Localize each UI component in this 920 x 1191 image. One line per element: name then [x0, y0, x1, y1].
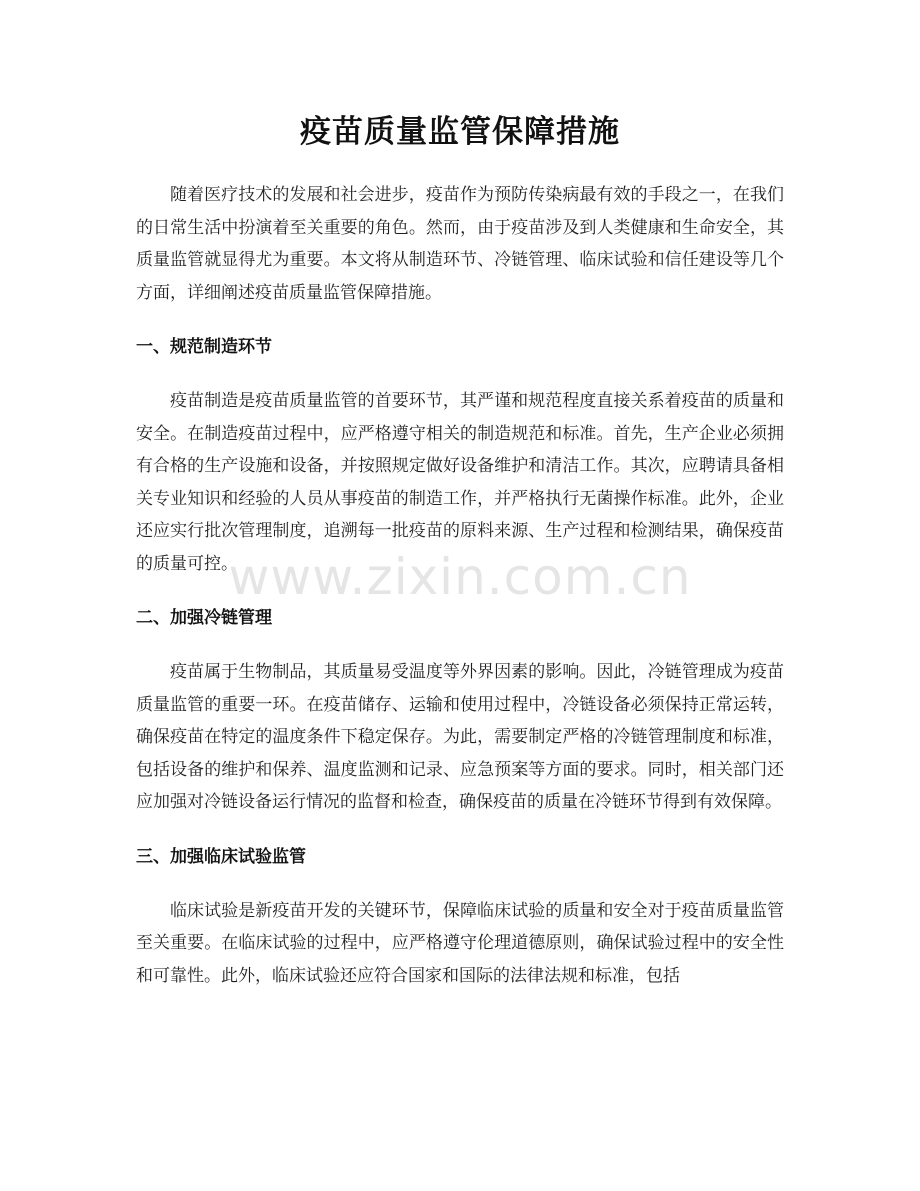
section-heading-cold-chain: 二、加强冷链管理: [136, 608, 272, 628]
section-body-manufacturing: 疫苗制造是疫苗质量监管的首要环节，其严谨和规范程度直接关系着疫苗的质量和安全。在制造疫苗过程中，应严格遵守相关的制造规范和标准。首先，生产企业必须拥有合格的生产设施和设备，并按照规定做好设备维护和清洁工作。其次，应聘请具备相关专业知识和经验的人员从事疫苗的制造工作，并严格执行无菌操作标准。此外，企业还应实行批次管理制度，追溯每一批疫苗的原料来源、生产过程和检测结果，确保疫苗的质量可控。: [136, 391, 784, 574]
section-body-cold-chain: 疫苗属于生物制品，其质量易受温度等外界因素的影响。因此，冷链管理成为疫苗质量监管的重要一环。在疫苗储存、运输和使用过程中，冷链设备必须保持正常运转，确保疫苗在特定的温度条件下稳定保存。为此，需要制定严格的冷链管理制度和标准，包括设备的维护和保养、温度监测和记录、应急预案等方面的要求。同时，相关部门还应加强对冷链设备运行情况的监督和检查，确保疫苗的质量在冷链环节得到有效保障。: [136, 662, 784, 812]
section-body-clinical-trials: 临床试验是新疫苗开发的关键环节，保障临床试验的质量和安全对于疫苗质量监管至关重要。在临床试验的过程中，应严格遵守伦理道德原则，确保试验过程中的安全性和可靠性。此外，临床试验还应符合国家和国际的法律法规和标准，包括: [136, 900, 784, 986]
section-heading-clinical-trials: 三、加强临床试验监管: [136, 846, 306, 867]
watermark: www.zixin.com.cn: [228, 548, 692, 606]
section-heading-manufacturing: 一、规范制造环节: [136, 337, 272, 357]
intro-paragraph: 随着医疗技术的发展和社会进步，疫苗作为预防传染病最有效的手段之一，在我们的日常生活中扮演着至关重要的角色。然而，由于疫苗涉及到人类健康和生命安全，其质量监管就显得尤为重要。本文将从制造环节、冷链管理、临床试验和信任建设等几个方面，详细阐述疫苗质量监管保障措施。: [136, 185, 784, 303]
document-title: 疫苗质量监管保障措施: [300, 114, 620, 150]
